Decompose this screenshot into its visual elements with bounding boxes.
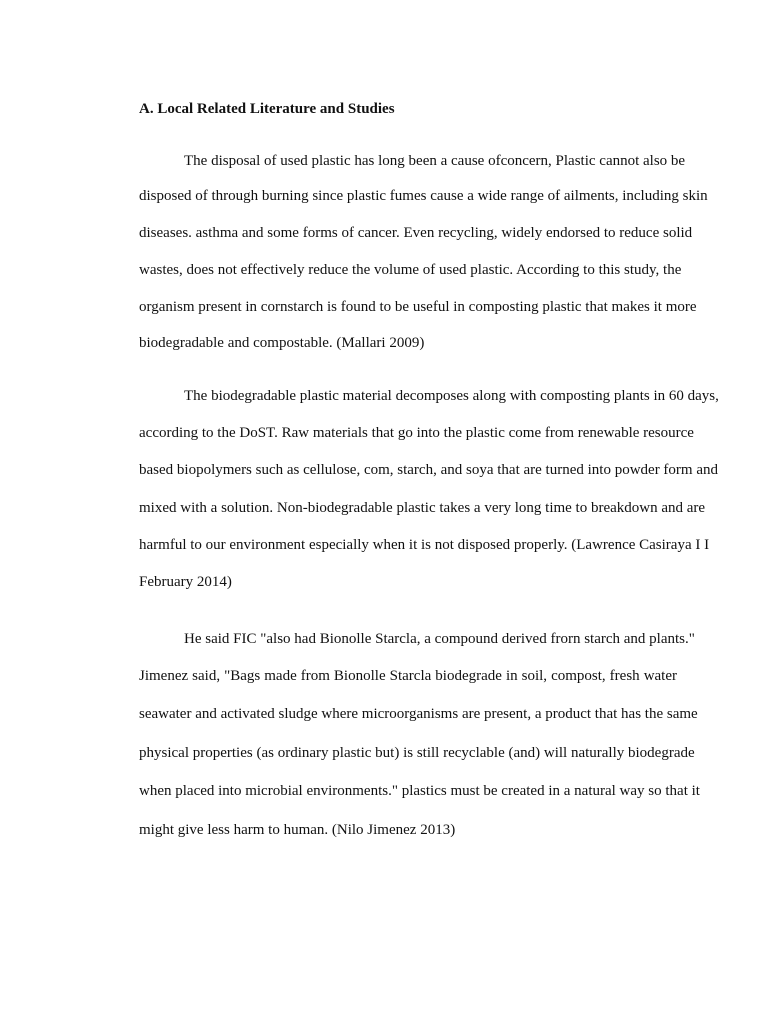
paragraph-line: organism present in cornstarch is found to be useful in composting plastic that makes it more	[139, 299, 697, 315]
paragraph-line: based biopolymers such as cellulose, com, starch, and soya that are turned into powder form and	[139, 462, 719, 478]
paragraph-line: The biodegradable plastic material decomposes along with composting plants in 60 days,	[184, 388, 719, 404]
paragraph-line: harmful to our environment especially when it is not disposed properly. (Lawrence Casiraya I I	[139, 537, 710, 553]
paragraph-line: February 2014)	[139, 574, 232, 590]
paragraph-line: might give less harm to human. (Nilo Jimenez 2013)	[139, 822, 456, 838]
paragraph-line: wastes, does not effectively reduce the volume of used plastic. According to this study, the	[139, 262, 682, 278]
paragraph-line: Jimenez said, "Bags made from Bionolle Starcla biodegrade in soil, compost, fresh water	[139, 668, 677, 684]
paragraph-line: disposed of through burning since plastic fumes cause a wide range of ailments, including skin	[139, 188, 708, 204]
paragraph-line: The disposal of used plastic has long been a cause ofconcern, Plastic cannot also be	[184, 153, 686, 169]
section-heading: A. Local Related Literature and Studies	[139, 101, 395, 117]
paragraph-line: He said FIC "also had Bionolle Starcla, a compound derived frorn starch and plants."	[184, 631, 695, 647]
paragraph-line: when placed into microbial environments." plastics must be created in a natural way so that it	[139, 783, 700, 799]
paragraph-line: diseases. asthma and some forms of cancer. Even recycling, widely endorsed to reduce solid	[139, 225, 693, 241]
paragraph-line: mixed with a solution. Non-biodegradable plastic takes a very long time to breakdown and are	[139, 500, 706, 516]
paragraph-line: seawater and activated sludge where microorganisms are present, a product that has the same	[139, 706, 698, 722]
paragraph-line: physical properties (as ordinary plastic but) is still recyclable (and) will naturally biodegrade	[139, 745, 695, 761]
paragraph-line: according to the DoST. Raw materials that go into the plastic come from renewable resource	[139, 425, 694, 441]
paragraph-line: biodegradable and compostable. (Mallari 2009)	[139, 335, 425, 351]
